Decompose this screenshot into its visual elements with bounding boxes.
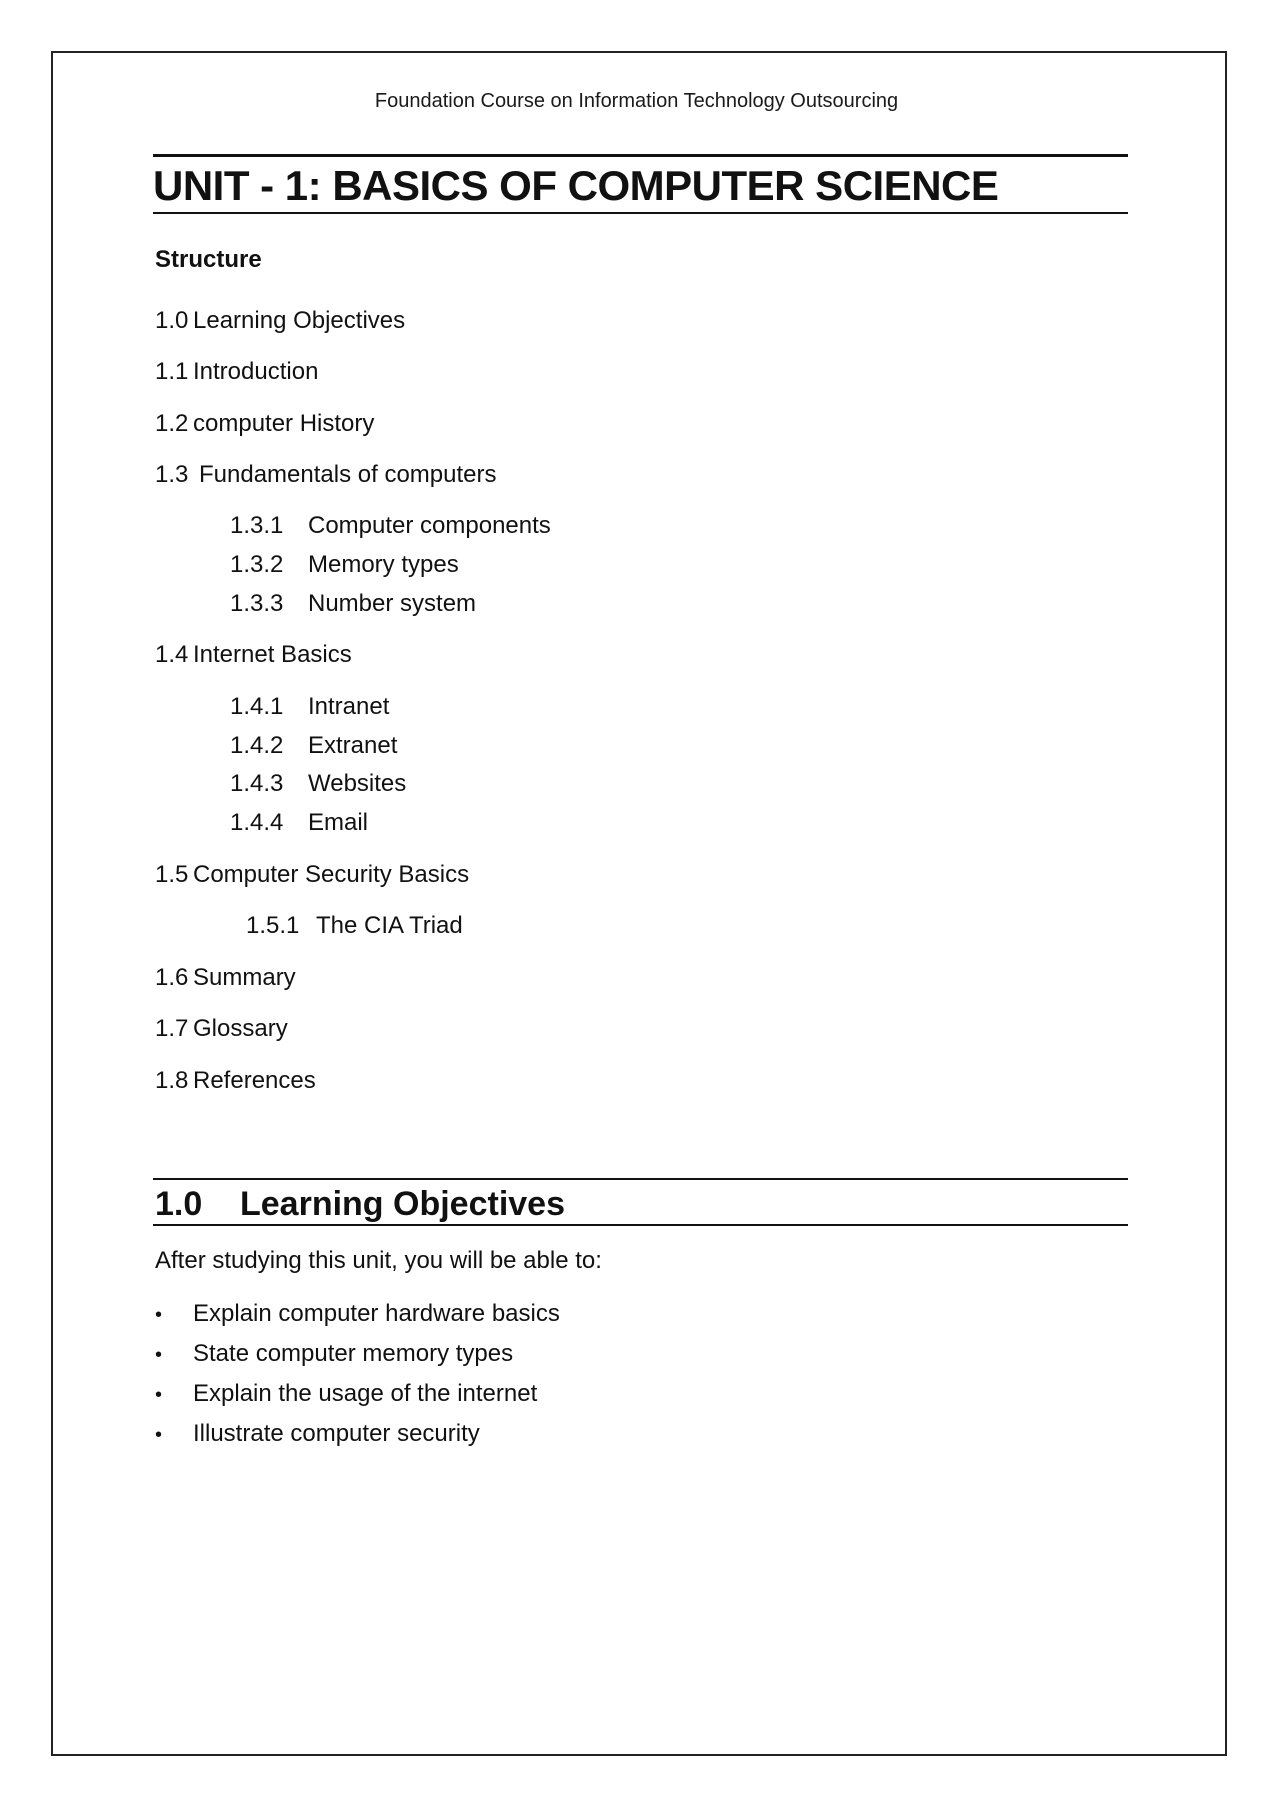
toc-label: Summary bbox=[193, 964, 296, 991]
list-item bbox=[155, 1340, 513, 1369]
toc-number: 1.4.4 bbox=[230, 809, 284, 836]
toc-item-1-4-1 bbox=[230, 693, 389, 721]
toc-item-1-6 bbox=[155, 964, 296, 992]
toc-number: 1.0 bbox=[155, 307, 189, 334]
toc-label: Computer components bbox=[308, 512, 551, 539]
list-item bbox=[155, 1300, 560, 1329]
toc-label: Fundamentals of computers bbox=[199, 461, 497, 488]
section-intro: After studying this unit, you will be able to: bbox=[155, 1247, 602, 1274]
toc-number: 1.4.3 bbox=[230, 770, 284, 797]
toc-label: Introduction bbox=[193, 358, 319, 385]
section-title bbox=[155, 1184, 565, 1224]
list-item bbox=[155, 1420, 480, 1449]
toc-item-1-4-3 bbox=[230, 770, 406, 798]
toc-item-1-3 bbox=[155, 461, 496, 489]
list-item-text: State computer memory types bbox=[193, 1340, 514, 1367]
toc-item-1-4-4 bbox=[230, 809, 368, 837]
toc-number: 1.6 bbox=[155, 964, 189, 991]
unit-title: UNIT - 1: BASICS OF COMPUTER SCIENCE bbox=[153, 162, 999, 209]
toc-number: 1.8 bbox=[155, 1067, 189, 1094]
toc-item-1-4-2 bbox=[230, 732, 397, 760]
toc-label: Intranet bbox=[308, 693, 390, 720]
section-number: 1.0 bbox=[155, 1185, 203, 1223]
bullet-icon: • bbox=[155, 1424, 163, 1446]
toc-item-1-5-1 bbox=[246, 912, 463, 940]
toc-label: References bbox=[193, 1067, 316, 1094]
list-item bbox=[155, 1380, 537, 1409]
toc-label: computer History bbox=[193, 410, 375, 437]
list-item-text: Illustrate computer security bbox=[193, 1420, 480, 1447]
unit-title-block bbox=[153, 154, 1128, 214]
toc-item-1-4 bbox=[155, 641, 352, 669]
toc-label: The CIA Triad bbox=[316, 912, 463, 939]
toc-item-1-1 bbox=[155, 358, 318, 386]
toc-item-1-3-2 bbox=[230, 551, 459, 579]
toc-item-1-3-3 bbox=[230, 590, 476, 618]
toc-number: 1.7 bbox=[155, 1015, 189, 1042]
running-header: Foundation Course on Information Technology Outsourcing bbox=[374, 90, 899, 112]
toc-label: Memory types bbox=[308, 551, 459, 578]
toc-number: 1.3 bbox=[155, 461, 189, 488]
bullet-icon: • bbox=[155, 1384, 163, 1406]
toc-item-1-5 bbox=[155, 861, 469, 889]
toc-item-1-3-1 bbox=[230, 512, 551, 540]
toc-number: 1.4.1 bbox=[230, 693, 284, 720]
section-title-text: Learning Objectives bbox=[240, 1185, 565, 1223]
toc-number: 1.4 bbox=[155, 641, 189, 668]
toc-number: 1.3.2 bbox=[230, 551, 284, 578]
toc-label: Learning Objectives bbox=[193, 307, 406, 334]
toc-label: Extranet bbox=[308, 732, 398, 759]
toc-item-1-8 bbox=[155, 1067, 316, 1095]
toc-label: Computer Security Basics bbox=[193, 861, 470, 888]
toc-item-1-7 bbox=[155, 1015, 288, 1043]
structure-heading: Structure bbox=[155, 246, 262, 273]
toc-item-1-0 bbox=[155, 307, 405, 335]
bullet-icon: • bbox=[155, 1304, 163, 1326]
toc-item-1-2 bbox=[155, 410, 374, 438]
toc-label: Internet Basics bbox=[193, 641, 352, 668]
list-item-text: Explain computer hardware basics bbox=[193, 1300, 560, 1327]
toc-number: 1.3.1 bbox=[230, 512, 284, 539]
toc-number: 1.1 bbox=[155, 358, 189, 385]
toc-number: 1.5 bbox=[155, 861, 189, 888]
toc-label: Websites bbox=[308, 770, 407, 797]
toc-number: 1.4.2 bbox=[230, 732, 284, 759]
toc-label: Number system bbox=[308, 590, 477, 617]
toc-number: 1.2 bbox=[155, 410, 189, 437]
toc-label: Email bbox=[308, 809, 369, 836]
list-item-text: Explain the usage of the internet bbox=[193, 1380, 538, 1407]
toc-number: 1.5.1 bbox=[246, 912, 300, 939]
section-heading-block bbox=[153, 1178, 1128, 1226]
bullet-icon: • bbox=[155, 1344, 163, 1366]
toc-number: 1.3.3 bbox=[230, 590, 284, 617]
toc-label: Glossary bbox=[193, 1015, 288, 1042]
